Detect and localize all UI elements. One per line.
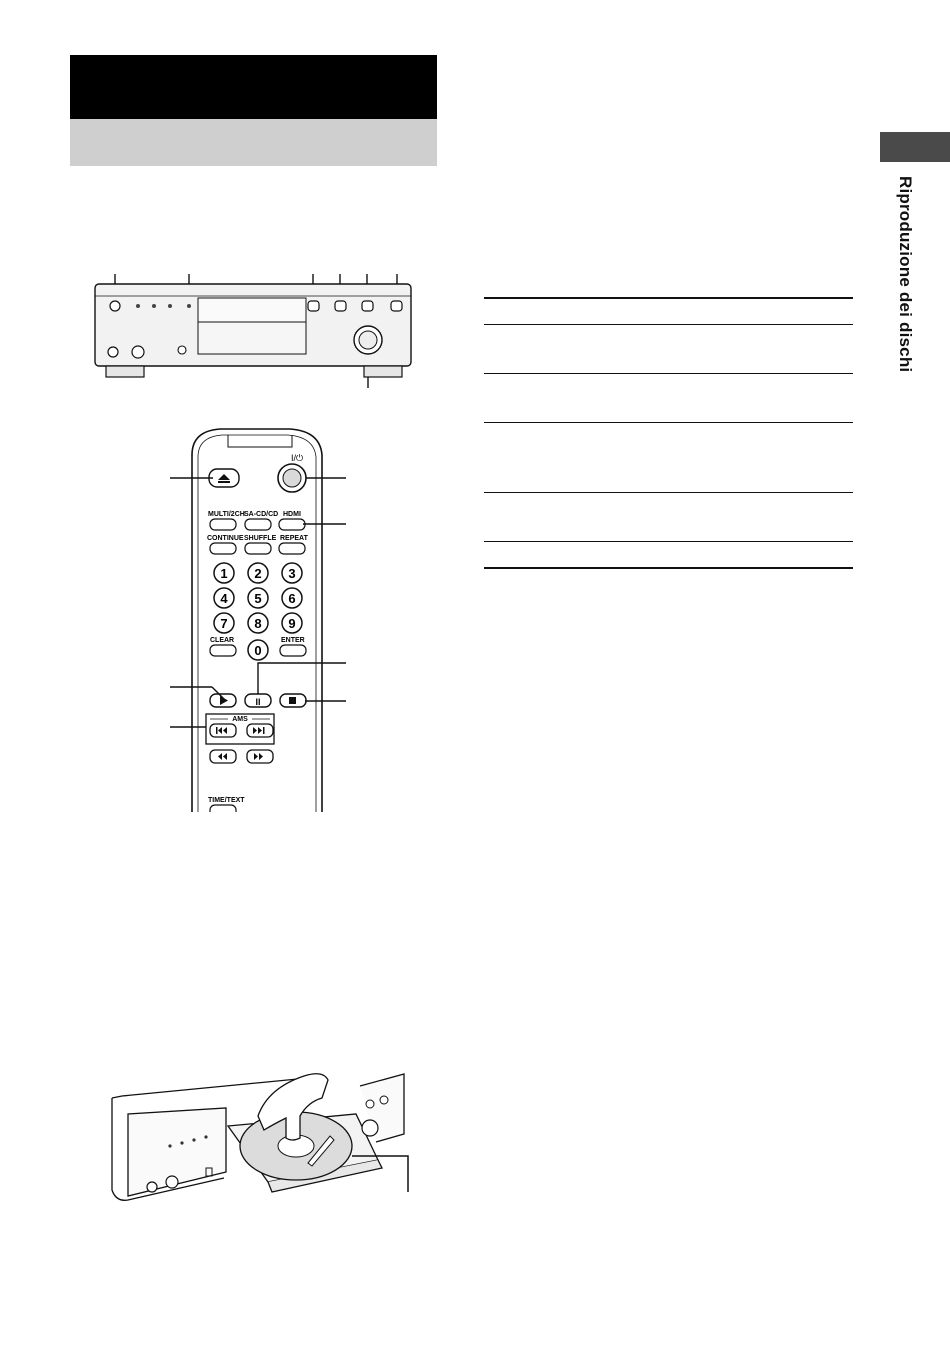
digit-5: 5 — [254, 591, 262, 606]
power-symbol-label: I/⏻ — [291, 453, 304, 463]
clear-label: CLEAR — [210, 637, 235, 644]
table-row-divider — [484, 422, 853, 423]
digit-7: 7 — [220, 616, 228, 631]
front-panel-illustration — [90, 268, 420, 390]
continue-label: CONTINUE — [207, 535, 244, 542]
chapter-tab-marker — [880, 132, 950, 162]
section-header-bar — [70, 55, 437, 119]
repeat-label: REPEAT — [280, 535, 308, 542]
digit-1: 1 — [220, 566, 228, 581]
table-row-divider — [484, 492, 853, 493]
table-top-rule — [484, 297, 853, 299]
disc-loading-illustration — [108, 1068, 420, 1218]
time-text-label: TIME/TEXT — [208, 797, 245, 804]
digit-4: 4 — [220, 591, 228, 606]
remote-control-illustration — [140, 425, 370, 812]
hdmi-label: HDMI — [283, 511, 301, 518]
digit-6: 6 — [288, 591, 296, 606]
ams-label: AMS — [232, 716, 248, 723]
pause-symbol: II — [255, 697, 261, 707]
table-bottom-rule — [484, 567, 853, 569]
multi-2ch-label: MULTI/2CH — [208, 511, 245, 518]
enter-label: ENTER — [281, 637, 305, 644]
digit-2: 2 — [254, 566, 262, 581]
table-row-divider — [484, 373, 853, 374]
digit-0: 0 — [254, 643, 262, 658]
digit-9: 9 — [288, 616, 296, 631]
section-subheader-bar — [70, 119, 437, 166]
chapter-side-title: Riproduzione dei dischi — [896, 176, 915, 373]
digit-8: 8 — [254, 616, 262, 631]
table-row-divider — [484, 541, 853, 542]
sacd-cd-label: SA-CD/CD — [244, 511, 279, 518]
digit-3: 3 — [288, 566, 296, 581]
shuffle-label: SHUFFLE — [244, 535, 277, 542]
table-row-divider — [484, 324, 853, 325]
